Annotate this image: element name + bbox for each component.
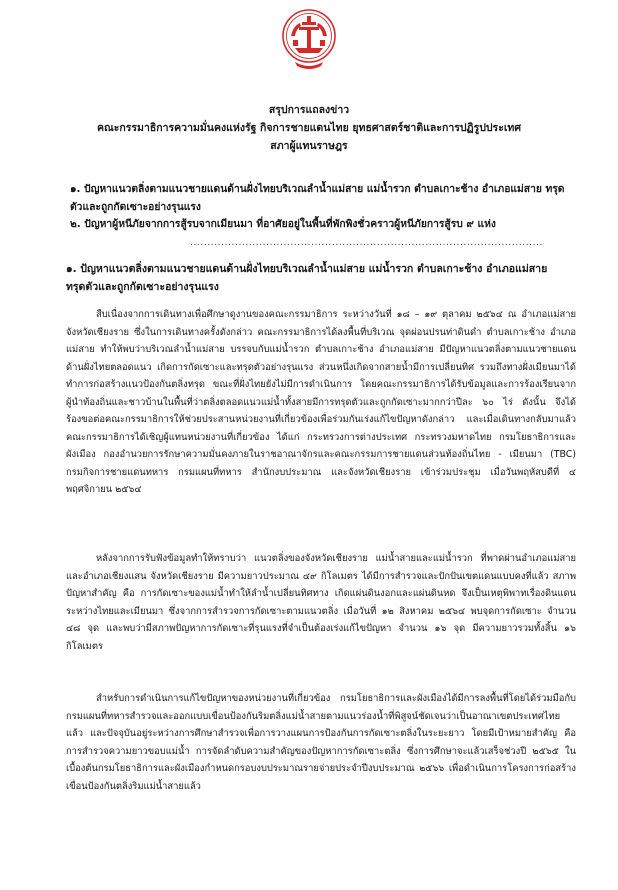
parliament-name: สภาผู้แทนราษฎร: [270, 140, 348, 152]
section-1-title: ๑. ปัญหาแนวตลิ่งตามแนวชายแดนด้านฝั่งไทยบริเวณลำน้ำแม่สาย แม่น้ำรวก ตำบลเกาะช้าง อำเภอแม่สาย ทรุดตัวและถูกกัดเซาะอย่างรุนแรง: [66, 263, 548, 293]
parliament-emblem-icon: [280, 6, 338, 72]
section-1-paragraph-3: สำหรับการดำเนินการแก้ไขปัญหาของหน่วยงานที่เกี่ยวข้อง กรมโยธาธิการและผังเมืองได้มีการลงพื้นที่โดยได้ร่วมมือกับกรมแผนที่ทหารสำรวจและออกแบบเขื่อนป้องกันริมตลิ่งแม่น้ำสายตามแนวร่องน้ำที่พิสูจน์ชัดเจนว่าเป็นอาณาเขตประเทศไทยแล้ว และปัจจุบันอยู่ระหว่างการศึกษาสำรวจเพื่อการวางแผนการป้องกันการกัดเซาะตลิ่งในระยะยาว โดยมีเป้าหมายสำคัญ คือ การสำรวจความยาวขอบแม่น้ำ การจัดลำดับความสำคัญของปัญหาการกัดเซาะตลิ่ง ซึ่งการศึกษาจะแล้วเสร็จช่วงปี ๒๕๖๕ ในเบื้องต้นกรมโยธาธิการและผังเมืองกำหนดกรอบงบประมาณรายจ่ายประจำปีงบประมาณ ๒๕๖๖ เพื่อดำเนินการโครงการก่อสร้างเขื่อนป้องกันตลิ่งริมแม่น้ำสายแล้ว: [66, 693, 576, 792]
committee-name: คณะกรรมาธิการความมั่นคงแห่งรัฐ กิจการชายแดนไทย ยุทธศาสตร์ชาติและการปฏิรูปประเทศ: [96, 122, 522, 134]
section-1-paragraph-1: สืบเนื่องจากการเดินทางเพื่อศึกษาดูงานของคณะกรรมาธิการ ระหว่างวันที่ ๑๘ – ๑๙ ตุลาคม ๒๕๖๔ ณ อำเภอแม่สาย จังหวัดเชียงราย ซึ่งในการเดินทางครั้งดังกล่าว คณะกรรมาธิการได้ลงพื้นที่บริเวณ จุดผ่อนปรนท่าดินดำ ตำบลเกาะช้าง อำเภอแม่สาย ทำให้พบว่าบริเวณลำน้ำแม่สาย บรรจบกับแม่น้ำรวก ตำบลเกาะช้าง อำเภอแม่สาย มีปัญหาแนวตลิ่งตามแนวชายแดนด้านฝั่งไทยตลอดแนว เกิดการกัดเซาะและทรุดตัวอย่างรุนแรง ส่วนหนึ่งเกิดจากสายน้ำมีการเปลี่ยนทิศ รวมถึงทางฝั่งเมียนมาได้ทำการก่อสร้างแนวป้องกันตลิ่งทรุด ขณะที่ฝั่งไทยยังไม่มีการดำเนินการ โดยคณะกรรมาธิการได้รับข้อมูลและการร้องเรียนจากผู้นำท้องถิ่นและชาวบ้านในพื้นที่ว่าตลิ่งตลอดแนวแม่น้ำทั้งสายมีการทรุดตัวและถูกกัดเซาะมากกว่าปีละ ๖๐ ไร่ ดังนั้น จึงได้ร้องขอต่อคณะกรรมาธิการให้ช่วยประสานหน่วยงานที่เกี่ยวข้องเพื่อร่วมกันเร่งแก้ไขปัญหาดังกล่าว และเมื่อเดินทางกลับมาแล้ว คณะกรรมาธิการได้เชิญผู้แทนหน่วยงานที่เกี่ยวข้อง ได้แก่ กระทรวงการต่างประเทศ กระทรวงมหาดไทย กรมโยธาธิการและผังเมือง กองอำนวยการรักษาความมั่นคงภายในราชอาณาจักรและคณะกรรมการชายแดนส่วนท้องถิ่นไทย - เมียนมา (TBC) กรมกิจการชายแดนทหาร กรมแผนที่ทหาร สำนักงบประมาณ และจังหวัดเชียงราย เข้าร่วมประชุม เมื่อวันพฤหัสบดีที่ ๔ พฤศจิกายน ๒๕๖๔: [66, 309, 576, 495]
agenda-item-1: ๑. ปัญหาแนวตลิ่งตามแนวชายแดนด้านฝั่งไทยบริเวณลำน้ำแม่สาย แม่น้ำรวก ตำบลเกาะช้าง อำเภอแม่สาย ทรุดตัวและถูกกัดเซาะอย่างรุนแรง: [70, 183, 565, 213]
dotted-separator: ......................................................................................................: [190, 238, 544, 248]
section-1-paragraph-2: หลังจากการรับฟังข้อมูลทำให้ทราบว่า แนวตลิ่งของจังหวัดเชียงราย แม่น้ำสายและแม่น้ำรวก ที่พาดผ่านอำเภอแม่สายและอำเภอเชียงแสน จังหวัดเชียงราย มีความยาวประมาณ ๔๙ กิโลเมตร ได้มีการสำรวจและปักปันเขตแดนแบบคงที่แล้ว สภาพปัญหาสำคัญ คือ การกัดเซาะของแม่น้ำทำให้ลำน้ำเปลี่ยนทิศทาง เกิดแผ่นดินงอกและแผ่นดินหด จึงเป็นเหตุพิพาทเรื่องดินแดนระหว่างไทยและเมียนมา ซึ่งจากการสำรวจการกัดเซาะตามแนวตลิ่ง เมื่อวันที่ ๑๒ สิงหาคม ๒๕๖๔ พบจุดการกัดเซาะ จำนวน ๔๘ จุด และพบว่ามีสภาพปัญหาการกัดเซาะที่รุนแรงที่จำเป็นต้องเร่งแก้ไขปัญหา จำนวน ๑๖ จุด มีความยาวรวมทั้งสิ้น ๑๖ กิโลเมตร: [66, 553, 576, 652]
document-title: สรุปการแถลงข่าว: [268, 104, 350, 116]
agenda-item-2: ๒. ปัญหาผู้หนีภัยจากการสู้รบจากเมียนมา ที่อาศัยอยู่ในพื้นที่พักพิงชั่วคราวผู้หนีภัยการสู้รบ ๙ แห่ง: [70, 218, 496, 230]
